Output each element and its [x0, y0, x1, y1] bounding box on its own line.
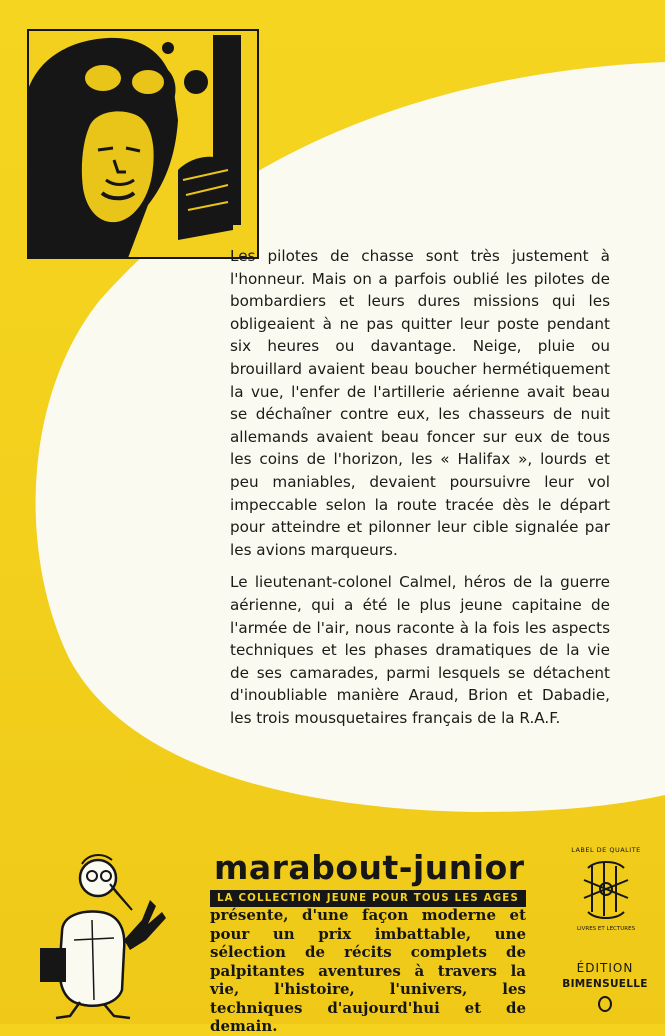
edition-line-2: BIMENSUELLE — [562, 978, 648, 990]
pilot-in-cockpit-illustration — [28, 30, 258, 258]
edition-line-1: ÉDITION — [576, 961, 634, 975]
edition-info — [556, 960, 654, 1012]
body-paragraph-2: Le lieutenant-colonel Calmel, héros de la guerre aérienne, qui a été le plus jeune capitaine de l'armée de l'air, nous raconte à la fois les aspects techniques et les phases dramatiques de la vie de ses camarades, parmi lesquels se détachent d'inoubliable manière Araud, Brion et Dabadie, les trois mousquetaires français de la R.A.F. — [230, 573, 610, 727]
ring-icon — [598, 996, 612, 1012]
quality-label — [568, 846, 644, 932]
back-cover-text — [230, 245, 610, 729]
quality-label-title: LABEL DE QUALITE — [571, 846, 641, 854]
quality-label-seal-icon — [576, 854, 636, 926]
collection-tagline: LA COLLECTION JEUNE POUR TOUS LES AGES — [210, 890, 526, 907]
quality-label-subtitle: LIVRES ET LECTURES — [576, 926, 636, 932]
collection-logo: marabout-junior — [214, 848, 525, 887]
collection-branding — [210, 850, 526, 907]
collection-description: présente, d'une façon moderne et pour un prix imbattable, une sélection de récits complets de palpitantes aventures à travers la vie, l'histoire, l'univers, les techniques d'aujourd'hui et de demain. — [210, 906, 526, 1035]
body-paragraph-1: Les pilotes de chasse sont très justement à l'honneur. Mais on a parfois oublié les pilotes de bombardiers et leurs dures missions qui les obligeaient à ne pas quitter leur poste pendant six heures ou davantage. Neige, pluie ou brouillard avaient beau boucher hermétiquement la vue, l'enfer de l'artillerie aérienne avait beau se déchaîner contre eux, les chasseurs de nuit allemands avaient beau foncer sur eux de tous les coins de l'horizon, les « Halifax », lourds et peu maniables, devaient poursuivre leur vol impeccable selon la route tracée dès le départ pour atteindre et pilonner leur cible signalée par les avions marqueurs. — [230, 247, 610, 559]
marabout-bird-mascot — [22, 840, 182, 1020]
